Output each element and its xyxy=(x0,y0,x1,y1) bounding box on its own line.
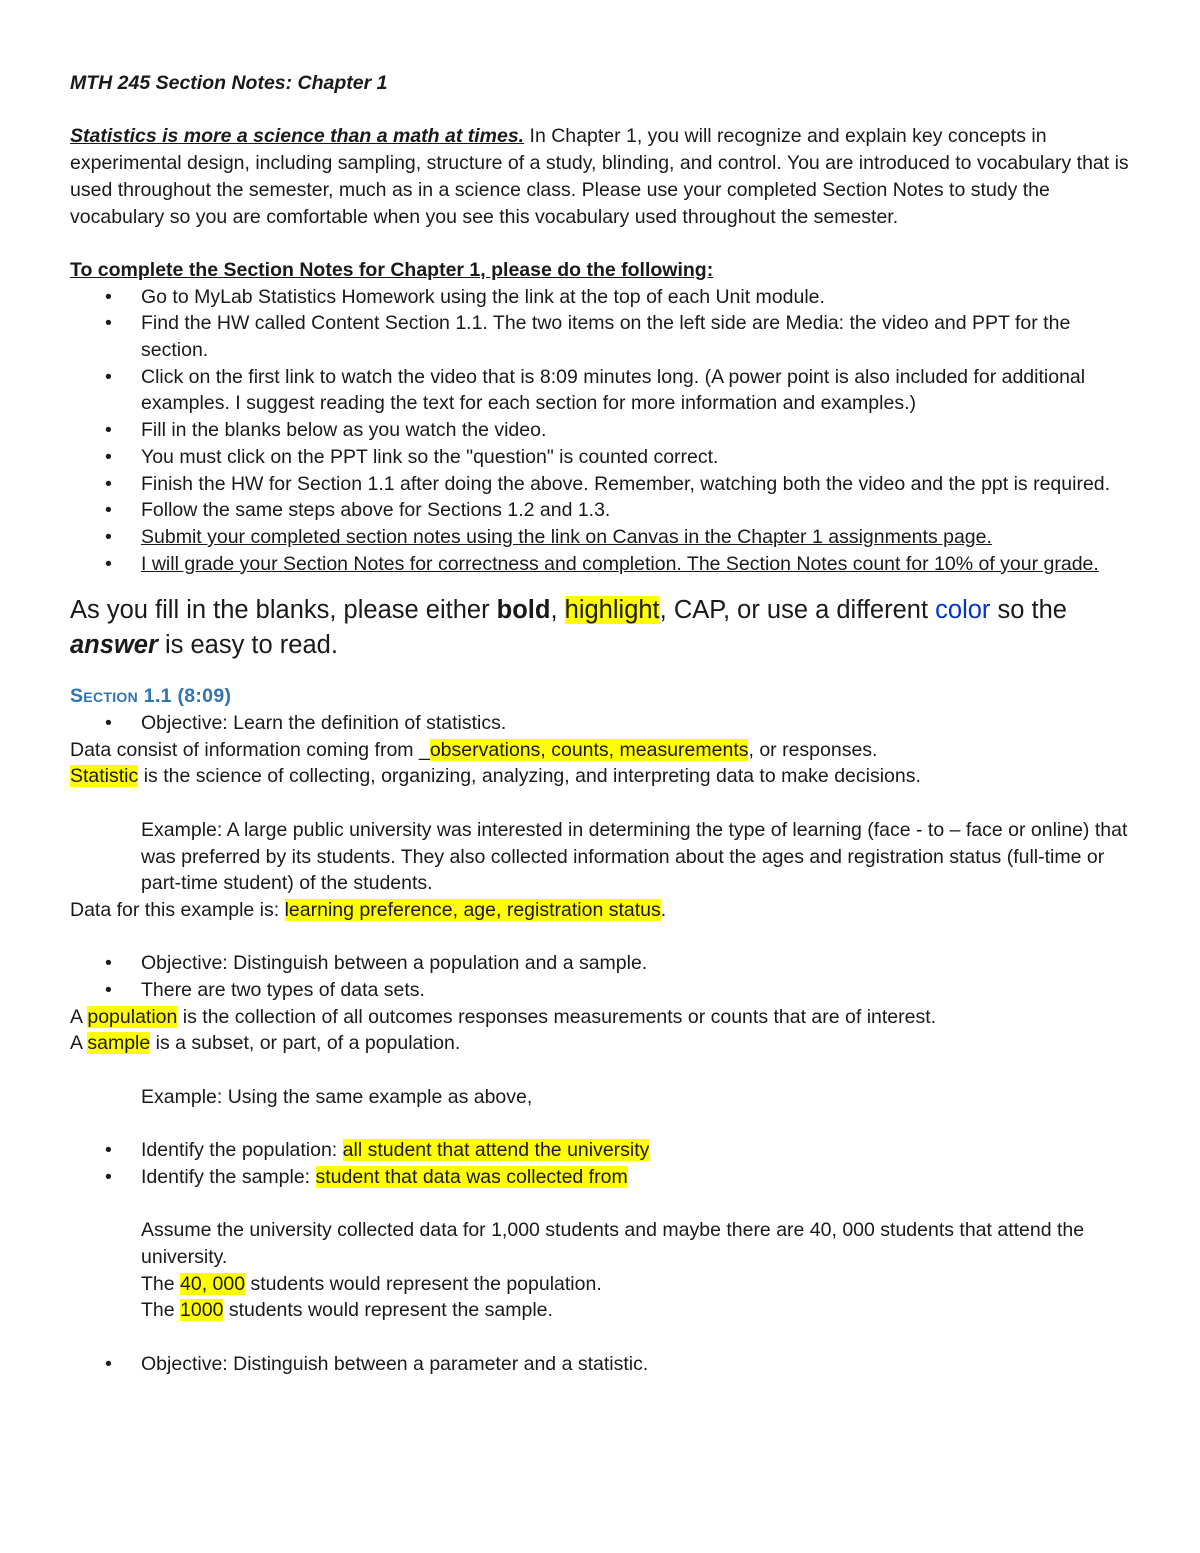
highlighted-answer: learning preference, age, registration status xyxy=(284,898,661,921)
text: The xyxy=(141,1299,181,1322)
document-body xyxy=(70,70,1140,1378)
highlighted-answer: all student that attend the university xyxy=(342,1139,650,1162)
text: , or responses. xyxy=(748,738,878,761)
text: Data consist of information coming from _ xyxy=(70,738,430,761)
highlighted-answer: population xyxy=(87,1005,178,1028)
example-paragraph: Example: A large public university was interested in determining the type of learning (face - to – face or online) that was preferred by its students. They also collected information about the ages and registration status (full-time or part-time student) of the students. xyxy=(141,818,1128,895)
list-item: • Objective: Distinguish between a population and a sample. xyxy=(70,950,1140,977)
list-item: • Follow the same steps above for Sections 1.2 and 1.3. xyxy=(70,497,1140,524)
banner-text: is easy to read. xyxy=(157,631,338,660)
underlined-instruction: Submit your completed section notes using the link on Canvas in the Chapter 1 assignments page. xyxy=(141,525,992,548)
banner-text: , CAP, or use a different xyxy=(659,596,936,625)
list-item: • Objective: Learn the definition of statistics. xyxy=(70,710,1140,737)
fill-in-banner xyxy=(70,593,1140,663)
highlighted-answer: 40, 000 xyxy=(180,1272,246,1295)
banner-color-word: color xyxy=(935,596,991,625)
text: . xyxy=(660,898,667,921)
list-item xyxy=(70,1164,1140,1191)
assume-paragraph: Assume the university collected data for 1,000 students and maybe there are 40, 000 students that attend the university. xyxy=(141,1219,1085,1269)
banner-text: , xyxy=(550,596,565,625)
text: is a subset, or part, of a population. xyxy=(150,1032,461,1055)
objective-list xyxy=(70,950,1140,1003)
list-item: • There are two types of data sets. xyxy=(70,977,1140,1004)
statistic-definition xyxy=(70,763,1140,790)
text: is the collection of all outcomes responses measurements or counts that are of interest. xyxy=(177,1005,937,1028)
doc-title: MTH 245 Section Notes: Chapter 1 xyxy=(70,72,388,94)
data-example xyxy=(70,897,1140,924)
population-definition xyxy=(70,1004,1140,1031)
intro-lead: Statistics is more a science than a math at times. xyxy=(70,125,525,148)
list-item: • Click on the first link to watch the video that is 8:09 minutes long. (A power point is also included for additional examples. I suggest reading the text for each section for more information and examples.) xyxy=(70,364,1140,417)
intro-paragraph xyxy=(70,123,1140,230)
text: A xyxy=(70,1005,88,1028)
list-item: • Fill in the blanks below as you watch the video. xyxy=(70,417,1140,444)
text: students would represent the sample. xyxy=(223,1299,553,1322)
sample-line xyxy=(70,1297,1140,1324)
banner-text: so the xyxy=(990,596,1067,625)
intro-body: In Chapter 1, you will recognize and explain key concepts in experimental design, including sampling, structure of a study, blinding, and control. You are introduced to vocabulary that is used throughout the semester, much as in a science class. Please use your completed Section Notes to study the vocabulary so you are comfortable when you see this vocabulary used throughout the semester. xyxy=(70,125,1129,228)
example-paragraph: Example: Using the same example as above, xyxy=(141,1085,533,1108)
list-item xyxy=(70,524,1140,551)
population-line xyxy=(70,1271,1140,1298)
list-item: • You must click on the PPT link so the "question" is counted correct. xyxy=(70,444,1140,471)
data-definition xyxy=(70,737,1140,764)
list-item: • Objective: Distinguish between a parameter and a statistic. xyxy=(70,1351,1140,1378)
banner-answer-word: answer xyxy=(70,631,158,660)
list-item: • Finish the HW for Section 1.1 after doing the above. Remember, watching both the video and the ppt is required. xyxy=(70,471,1140,498)
list-item xyxy=(70,551,1140,578)
identify-list xyxy=(70,1137,1140,1190)
underlined-instruction: I will grade your Section Notes for correctness and completion. The Section Notes count for 10% of your grade. xyxy=(141,552,1099,575)
highlighted-answer: sample xyxy=(87,1032,151,1055)
text: students would represent the population. xyxy=(245,1272,602,1295)
text: A xyxy=(70,1032,88,1055)
list-item: • Find the HW called Content Section 1.1. The two items on the left side are Media: the video and PPT for the section. xyxy=(70,310,1140,363)
highlighted-answer: 1000 xyxy=(180,1299,224,1322)
highlighted-answer: observations, counts, measurements xyxy=(429,738,749,761)
highlighted-answer: Statistic xyxy=(70,765,139,788)
objective-list xyxy=(70,710,1140,737)
list-item: • Go to MyLab Statistics Homework using the link at the top of each Unit module. xyxy=(70,284,1140,311)
sample-definition xyxy=(70,1030,1140,1057)
text: The xyxy=(141,1272,181,1295)
highlighted-answer: student that data was collected from xyxy=(315,1165,628,1188)
instructions-list xyxy=(70,284,1140,578)
banner-bold-word: bold xyxy=(496,596,551,625)
instructions-heading: To complete the Section Notes for Chapter 1, please do the following: xyxy=(70,258,714,281)
text: Identify the population: xyxy=(141,1139,343,1162)
section-heading: Section 1.1 (8:09) xyxy=(70,685,232,708)
banner-highlight-word: highlight xyxy=(564,596,660,625)
text: is the science of collecting, organizing, analyzing, and interpreting data to make decisions. xyxy=(138,765,921,788)
objective-list xyxy=(70,1351,1140,1378)
banner-text: As you fill in the blanks, please either xyxy=(70,596,497,625)
text: Data for this example is: xyxy=(70,898,285,921)
text: Identify the sample: xyxy=(141,1165,316,1188)
list-item xyxy=(70,1137,1140,1164)
